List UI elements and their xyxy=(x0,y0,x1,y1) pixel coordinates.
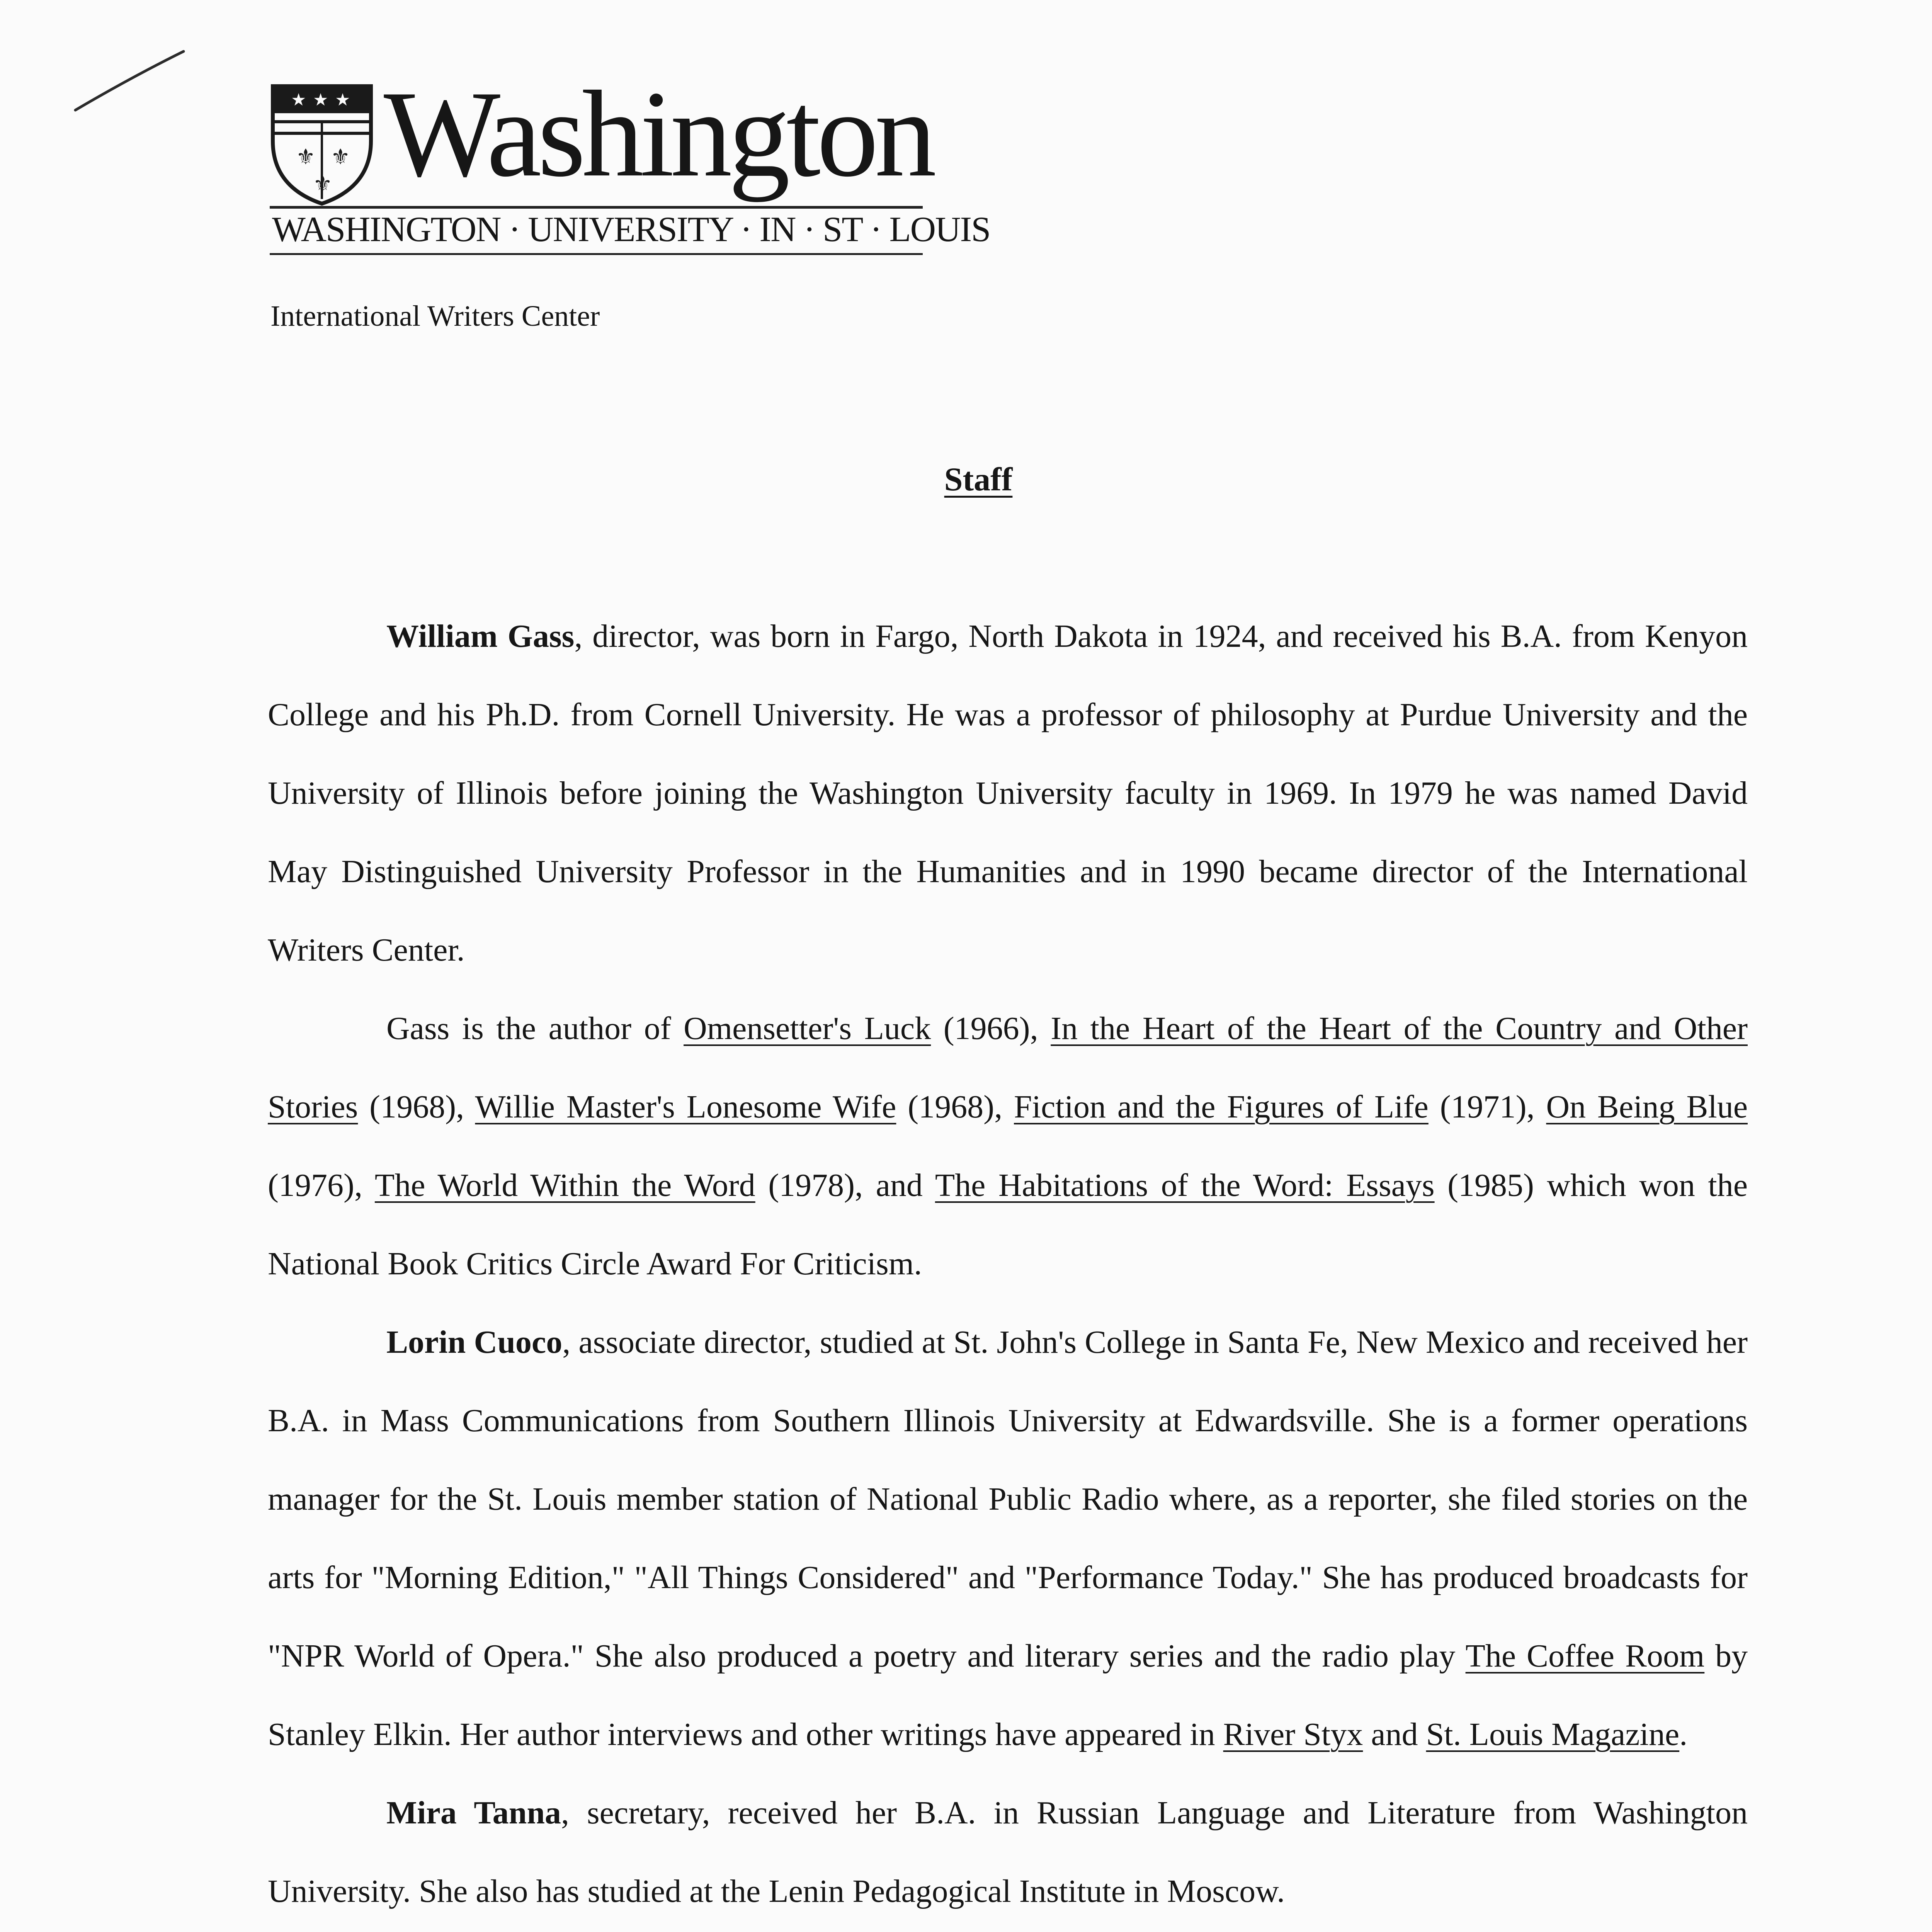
book-title: Omensetter's Luck xyxy=(684,1010,931,1046)
university-logo xyxy=(270,66,990,249)
logo-subtitle: WASHINGTON · UNIVERSITY · IN · ST · LOUIS xyxy=(272,209,990,249)
book-title: In the Heart of the Heart of the Country and Other Stories xyxy=(268,1010,1748,1125)
paragraph-text: (1976), xyxy=(268,1167,375,1203)
paragraph-text: . xyxy=(1679,1716,1688,1752)
staff-name: Lorin Cuoco xyxy=(386,1324,563,1360)
paragraph-text: (1966), xyxy=(931,1010,1051,1046)
svg-text:⚜: ⚜ xyxy=(296,145,316,170)
book-title: The Habitations of the Word: Essays xyxy=(935,1167,1435,1203)
paragraph-text: by Stanley Elkin. Her author interviews and other writings have appeared in xyxy=(268,1638,1748,1752)
staff-paragraph xyxy=(268,1774,1748,1930)
book-title: On Being Blue xyxy=(1546,1089,1748,1125)
pen-mark xyxy=(73,48,185,114)
paragraph-text: , director, was born in Fargo, North Dakota in 1924, and received his B.A. from Kenyon College and his Ph.D. from Cornell University. He was a professor of philosophy at Purdue University and the University of Illinois before joining the Washington University faculty in 1969. In 1979 he was named David May Distinguished University Professor in the Humanities and in 1990 became director of the International Writers Center. xyxy=(268,618,1748,968)
paragraph-text: (1985) which won the National Book Critics Circle Award For Criticism. xyxy=(268,1167,1748,1282)
staff-paragraph xyxy=(268,1303,1748,1774)
logo-rule-bottom xyxy=(270,253,923,255)
page-title: Staff xyxy=(944,461,1013,498)
book-title: Fiction and the Figures of Life xyxy=(1014,1089,1429,1125)
paragraph-text: (1971), xyxy=(1428,1089,1546,1125)
logo-rule xyxy=(270,206,923,209)
svg-text:★: ★ xyxy=(313,90,328,110)
book-title: River Styx xyxy=(1223,1716,1363,1752)
paragraph-text: (1968), xyxy=(896,1089,1014,1125)
book-title: The World Within the Word xyxy=(374,1167,755,1203)
logo-wordmark: Washington xyxy=(384,66,933,202)
svg-text:★: ★ xyxy=(335,90,350,110)
paragraph-text: and xyxy=(1363,1716,1426,1752)
shield-crest-icon xyxy=(270,83,374,206)
paragraph-text: , associate director, studied at St. John's College in Santa Fe, New Mexico and received her B.A. in Mass Communications from Southern Illinois University at Edwardsville. She is a former operations manager for the St. Louis member station of National Public Radio where, as a reporter, she filed stories on the arts for "Morning Edition," "All Things Considered" and "Performance Today." She has produced broadcasts for "NPR World of Opera." She also produced a poetry and literary series and the radio play xyxy=(268,1324,1748,1674)
staff-paragraph xyxy=(268,597,1748,989)
svg-text:⚜: ⚜ xyxy=(313,172,333,197)
book-title: The Coffee Room xyxy=(1465,1638,1705,1674)
center-name: International Writers Center xyxy=(270,300,600,332)
book-title: St. Louis Magazine xyxy=(1426,1716,1680,1752)
paragraph-text: , secretary, received her B.A. in Russian Language and Literature from Washington University. She also has studied at the Lenin Pedagogical Institute in Moscow. xyxy=(268,1795,1748,1909)
paragraph-text: (1968), xyxy=(358,1089,475,1125)
svg-text:⚜: ⚜ xyxy=(331,145,350,170)
staff-paragraph xyxy=(268,989,1748,1303)
staff-name: Mira Tanna xyxy=(386,1795,561,1831)
staff-name: William Gass xyxy=(386,618,575,654)
svg-text:★: ★ xyxy=(291,90,306,110)
paragraph-text: (1978), and xyxy=(755,1167,935,1203)
book-title: Willie Master's Lonesome Wife xyxy=(475,1089,896,1125)
body-text xyxy=(268,597,1748,1930)
paragraph-text: Gass is the author of xyxy=(386,1010,684,1046)
